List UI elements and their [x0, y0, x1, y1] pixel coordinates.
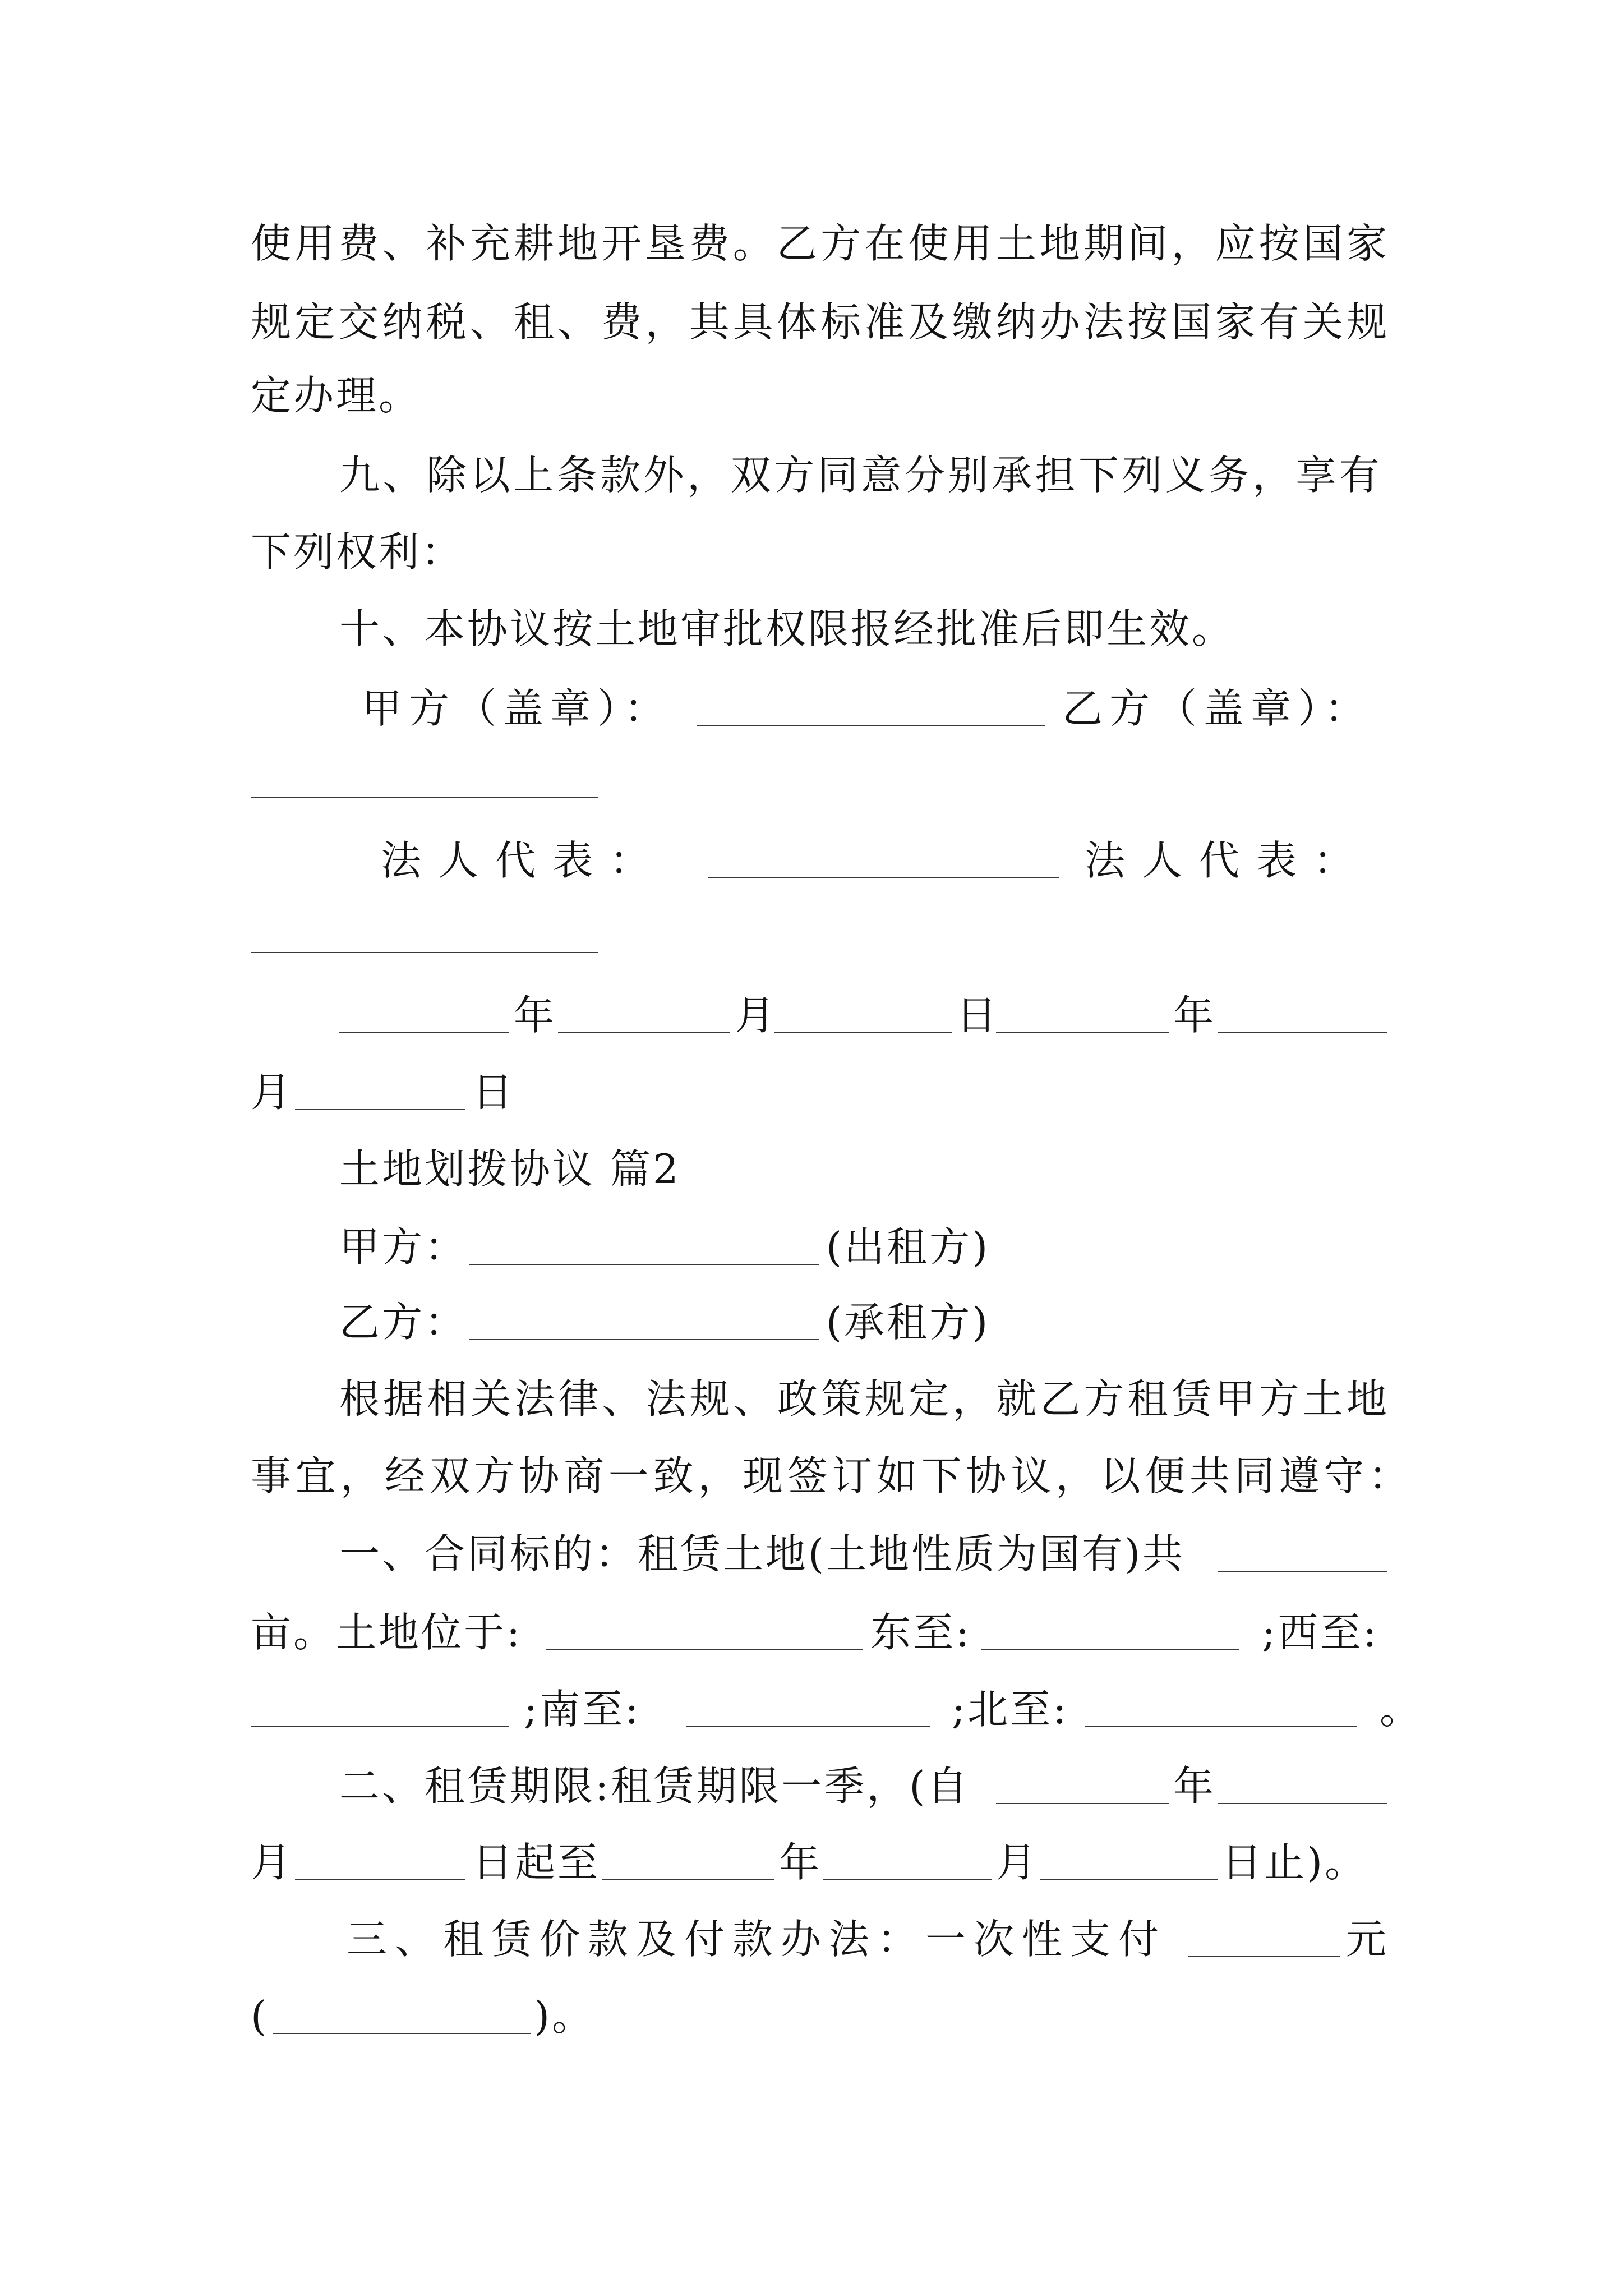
- yuan-label: 元: [1346, 1916, 1389, 1963]
- paragraph-line: 定办理。: [251, 372, 422, 419]
- blank-line: [708, 877, 1059, 878]
- blank-line: [273, 2033, 531, 2034]
- blank-line: [996, 1032, 1169, 1033]
- blank-line: [602, 1879, 774, 1880]
- blank-line: [1218, 1032, 1387, 1033]
- blank-line: [558, 1032, 730, 1033]
- party-b-label: 乙方：: [339, 1299, 468, 1346]
- south-label: ;南至:: [524, 1686, 641, 1733]
- party-a-seal-label: 甲方（盖章）：: [362, 685, 672, 732]
- clause-nine-line: 下列权利：: [251, 528, 464, 576]
- blank-line: [546, 1649, 863, 1650]
- paragraph-line: 规定交纳税、租、费，其具体标准及缴纳办法按国家有关规: [251, 298, 1387, 346]
- blank-line: [469, 1264, 819, 1265]
- date-month-label: 月: [996, 1839, 1039, 1886]
- paren-open: (: [251, 1993, 269, 2040]
- date-day-label: 日: [956, 992, 999, 1039]
- period-mark: 。: [1380, 1686, 1423, 1733]
- blank-line: [774, 1032, 952, 1033]
- paragraph-line: 使用费、补充耕地开垦费。乙方在使用土地期间，应按国家: [251, 220, 1387, 267]
- blank-line: [295, 1109, 465, 1110]
- blank-line: [251, 797, 598, 798]
- blank-line: [981, 1649, 1239, 1650]
- legal-rep-a-label: 法人代表：: [381, 837, 667, 884]
- blank-line: [339, 1032, 509, 1033]
- blank-line: [469, 1339, 819, 1340]
- party-b-role: (承租方): [826, 1299, 990, 1346]
- date-month-label: 月: [251, 1839, 294, 1886]
- clause-ten-line: 十、本协议按土地审批权限报经批准后即生效。: [339, 605, 1235, 652]
- blank-line: [1188, 1956, 1340, 1957]
- date-year-label: 年: [1173, 992, 1216, 1039]
- blank-line: [1040, 1879, 1218, 1880]
- legal-rep-b-label: 法人代表：: [1085, 837, 1371, 884]
- blank-line: [1218, 1803, 1387, 1804]
- north-label: ;北至:: [952, 1686, 1069, 1733]
- blank-line: [1218, 1571, 1387, 1572]
- west-label: ;西至:: [1262, 1609, 1379, 1656]
- clause-one-location: 亩。土地位于:: [251, 1609, 523, 1656]
- party-a-role: (出租方): [826, 1223, 990, 1271]
- party-a-label: 甲方：: [339, 1223, 468, 1271]
- date-day-label: 日: [472, 1069, 515, 1116]
- clause-three-text: 三、租赁价款及付款办法：一次性支付: [347, 1916, 1167, 1963]
- blank-line: [295, 1879, 465, 1880]
- clause-one-text: 一、合同标的：租赁土地(土地性质为国有)共: [339, 1530, 1186, 1577]
- blank-line: [251, 1726, 509, 1727]
- date-month-label: 月: [251, 1069, 294, 1116]
- date-year-label: 年: [514, 992, 557, 1039]
- party-b-seal-label: 乙方（盖章）：: [1062, 685, 1372, 732]
- blank-line: [1085, 1726, 1357, 1727]
- blank-line: [251, 952, 598, 953]
- intro-line: 事宜，经双方协商一致，现签订如下协议，以便共同遵守：: [251, 1452, 1409, 1499]
- date-month-label: 月: [735, 992, 778, 1039]
- east-label: 东至:: [870, 1609, 972, 1656]
- clause-nine-line: 九、除以上条款外，双方同意分别承担下列义务，享有: [339, 452, 1380, 499]
- intro-line: 根据相关法律、法规、政策规定，就乙方租赁甲方土地: [339, 1375, 1387, 1423]
- blank-line: [686, 1726, 930, 1727]
- paren-close: )。: [534, 1993, 595, 2040]
- blank-line: [996, 1803, 1169, 1804]
- date-year-label: 年: [1173, 1763, 1216, 1810]
- day-to-label: 日止)。: [1221, 1839, 1368, 1886]
- section-title: 土地划拨协议 篇2: [339, 1145, 681, 1193]
- blank-line: [697, 725, 1045, 726]
- clause-two-text: 二、租赁期限:租赁期限一季，(自: [339, 1763, 970, 1810]
- blank-line: [823, 1879, 992, 1880]
- date-year-label: 年: [779, 1839, 822, 1886]
- day-from-label: 日起至: [472, 1839, 601, 1886]
